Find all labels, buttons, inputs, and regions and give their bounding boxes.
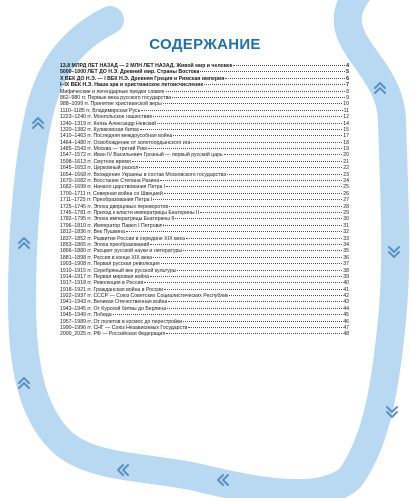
toc-entry-title: 1941–1943 гг. Великая Отечественная война bbox=[60, 299, 168, 306]
dot-leader bbox=[161, 263, 343, 264]
toc-entry-page-number: 5 bbox=[346, 69, 349, 76]
dot-leader bbox=[233, 65, 345, 66]
dot-leader bbox=[183, 250, 342, 251]
toc-entry-page-number: 6 bbox=[346, 75, 349, 82]
dot-leader bbox=[153, 116, 342, 117]
dot-leader bbox=[166, 91, 346, 92]
dot-leader bbox=[183, 321, 342, 322]
toc-entry-page-number: 43 bbox=[343, 299, 349, 306]
toc-entry-title: 988–1099 гг. Принятие христианской веры bbox=[60, 101, 162, 108]
toc-entry-page-number: 19 bbox=[343, 146, 349, 153]
toc-entry-title: 1837–1852 гг. Развитие России в середине XIX века bbox=[60, 235, 185, 242]
dot-leader bbox=[229, 295, 342, 296]
toc-entry-page-number: 34 bbox=[343, 241, 349, 248]
dot-leader bbox=[168, 301, 342, 302]
dot-leader bbox=[172, 97, 345, 98]
dot-leader bbox=[164, 289, 342, 290]
dot-leader bbox=[144, 282, 342, 283]
dot-leader bbox=[175, 218, 342, 219]
toc-entry-page-number: 39 bbox=[343, 273, 349, 280]
toc-entry-page-number: 27 bbox=[343, 197, 349, 204]
dot-leader bbox=[139, 167, 342, 168]
toc-entry-page-number: 7 bbox=[346, 82, 349, 89]
toc-entry-page-number: 22 bbox=[343, 165, 349, 172]
toc-entry-page-number: 45 bbox=[343, 312, 349, 319]
toc-entry-title: 1645–1653 гг. Церковный раскол bbox=[60, 165, 139, 172]
toc-entry-title: 1320–1382 гг. Куликовская битва bbox=[60, 126, 139, 133]
toc-entry-title: 1853–1865 гг. Эпоха преобразований bbox=[60, 241, 150, 248]
dot-leader bbox=[225, 78, 345, 79]
toc-entry-page-number: 23 bbox=[343, 171, 349, 178]
toc-entry-title: 1240–1319 гг. Князь Александр Невский bbox=[60, 120, 157, 127]
toc-entry-page-number: 9 bbox=[346, 94, 349, 101]
toc-entry-title: 1943–1945 гг. От Курской битвы до Берлина bbox=[60, 305, 167, 312]
toc-entry-page-number: 41 bbox=[343, 286, 349, 293]
dot-leader bbox=[227, 174, 342, 175]
dot-leader bbox=[140, 129, 343, 130]
toc-entry-title: 862–980 гг. Первые века русского государства bbox=[60, 94, 172, 101]
toc-entry-page-number: 14 bbox=[343, 120, 349, 127]
toc-entry-title: 5000–1000 ЛЕТ ДО Н.Э. Древний мир. Страны Востока bbox=[60, 69, 200, 76]
dot-leader bbox=[113, 314, 343, 315]
dot-leader bbox=[166, 186, 342, 187]
toc-entry-title: 1945–1949 гг. Победа bbox=[60, 312, 112, 319]
toc-entry-page-number: 10 bbox=[343, 101, 349, 108]
dot-leader bbox=[150, 244, 342, 245]
toc-entry-title: 1654–1668 гг. Вхождение Украины в состав Московского государства bbox=[60, 171, 227, 178]
toc-entry-page-number: 35 bbox=[343, 248, 349, 255]
page-title: СОДЕРЖАНИЕ bbox=[149, 36, 261, 53]
toc-entry-title: 1796–1810 гг. Император Павел I Петрович bbox=[60, 222, 164, 229]
toc-entry-page-number: 32 bbox=[343, 229, 349, 236]
toc-entry-title: 1990–1996 гг. СНГ — Союз Независимых Государств bbox=[60, 325, 188, 332]
toc-entry-page-number: 40 bbox=[343, 280, 349, 287]
toc-entry-title: 1464–1480 гг. Освобождение от золотоордынского ига bbox=[60, 139, 191, 146]
dot-leader bbox=[153, 199, 342, 200]
dot-leader bbox=[167, 308, 342, 309]
toc-entry-page-number: 12 bbox=[343, 114, 349, 121]
dot-leader bbox=[169, 206, 342, 207]
toc-entry-page-number: 8 bbox=[346, 88, 349, 95]
dot-leader bbox=[160, 180, 342, 181]
dot-leader bbox=[224, 154, 343, 155]
toc-entry-page-number: 25 bbox=[343, 184, 349, 191]
toc-entry-title: 1711–1725 гг. Преобразования Петра I bbox=[60, 197, 153, 204]
dot-leader bbox=[126, 231, 342, 232]
toc-entry-title: 1914–1917 гг. Первая мировая война bbox=[60, 273, 150, 280]
toc-entry-title: X ВЕК ДО Н.Э. — I ВЕК Н.Э. Древняя Греция и Римская империя bbox=[60, 75, 225, 82]
toc-entry-title: 1598–1613 гг. Смутное время bbox=[60, 158, 131, 165]
dot-leader bbox=[157, 123, 342, 124]
toc-entry-page-number: 37 bbox=[343, 261, 349, 268]
toc-entry-title: 1410–1463 гг. Последняя междоусобная война bbox=[60, 133, 173, 140]
toc-entry-title: 1918–1921 гг. Гражданская война в России bbox=[60, 286, 164, 293]
toc-entry-page-number: 30 bbox=[343, 216, 349, 223]
toc-entry-title: 1917–1918 гг. Революция в России bbox=[60, 280, 144, 287]
dot-leader bbox=[200, 212, 342, 213]
toc-entry-page-number: 24 bbox=[343, 178, 349, 185]
dot-leader bbox=[164, 193, 342, 194]
dot-leader bbox=[150, 276, 342, 277]
dot-leader bbox=[204, 84, 345, 85]
toc-entry-title: 1110–1185 гг. Владимирская Русь bbox=[60, 107, 141, 114]
toc-entry-page-number: 31 bbox=[343, 222, 349, 229]
toc-entry-page-number: 26 bbox=[343, 190, 349, 197]
toc-entry-title: 1670–1682 гг. Восстание Степана Разина bbox=[60, 178, 160, 185]
dot-leader bbox=[166, 333, 342, 334]
toc-entry-page-number: 42 bbox=[343, 293, 349, 300]
toc-entry-title: 2000_2025 гг. РФ — Российская Федерация bbox=[60, 331, 166, 338]
toc-entry-title: 1910–1915 гг. Серебряный век русской культуры bbox=[60, 267, 177, 274]
toc-entry-title: 1547–1572 гг. Иван IV Васильевич Грозный — первый русский царь bbox=[60, 152, 223, 159]
table-of-contents bbox=[60, 63, 349, 338]
toc-entry-page-number: 33 bbox=[343, 235, 349, 242]
toc-entry-page-number: 18 bbox=[343, 139, 349, 146]
dot-leader bbox=[177, 270, 342, 271]
toc-entry-title: 1922–1937 гг. СССР — Союз Советских Социалистических Республик bbox=[60, 293, 229, 300]
toc-entry-page-number: 47 bbox=[343, 325, 349, 332]
dot-leader bbox=[173, 135, 342, 136]
toc-entry-title: I–IX ВЕК Н.Э. Наша эра и христианское летоисчисление bbox=[60, 82, 204, 89]
toc-entry-page-number: 38 bbox=[343, 267, 349, 274]
toc-entry-title: 1745–1781 гг. Приход к власти императрицы Екатерины II bbox=[60, 209, 199, 216]
toc-entry-page-number: 48 bbox=[343, 331, 349, 338]
toc-entry-title: 1782–1795 гг. Эпоха императрицы Екатерины II bbox=[60, 216, 175, 223]
toc-entry-title: 1700–1711 гг. Северная война со Швецией bbox=[60, 190, 163, 197]
toc-entry-title: 1223–1240 гг. Монгольское нашествие bbox=[60, 114, 153, 121]
toc-entry-page-number: 11 bbox=[343, 107, 349, 114]
toc-entry-page-number: 29 bbox=[343, 209, 349, 216]
toc-entry-title: 1485–1543 гг. Москва — третий Рим bbox=[60, 146, 147, 153]
toc-entry-title: 1881–1898 гг. Россия в конце XIX века bbox=[60, 254, 153, 261]
dot-leader bbox=[165, 225, 342, 226]
dot-leader bbox=[148, 148, 342, 149]
dot-leader bbox=[163, 103, 343, 104]
toc-entry-page-number: 36 bbox=[343, 254, 349, 261]
toc-entry[interactable] bbox=[60, 331, 349, 337]
toc-entry-title: 13,8 МЛРД ЛЕТ НАЗАД — 2 МЛН ЛЕТ НАЗАД. Живой мир и человек bbox=[60, 63, 233, 69]
toc-entry-page-number: 15 bbox=[343, 126, 349, 133]
toc-entry-page-number: 17 bbox=[343, 133, 349, 140]
toc-entry-page-number: 20 bbox=[343, 152, 349, 159]
dot-leader bbox=[200, 71, 345, 72]
toc-entry-title: 1812–1836 гг. Век Пушкина bbox=[60, 229, 125, 236]
toc-entry-page-number: 21 bbox=[343, 158, 349, 165]
dot-leader bbox=[186, 238, 342, 239]
dot-leader bbox=[141, 110, 342, 111]
toc-entry-title: 1682–1699 гг. Начало царствования Петра I bbox=[60, 184, 166, 191]
toc-entry-page-number: 4 bbox=[346, 63, 349, 69]
toc-entry-title: 1725–1745 гг. Эпоха дворцовых переворотов bbox=[60, 203, 169, 210]
toc-entry-title: 1903–1908 гг. Первая русская революция bbox=[60, 261, 160, 268]
dot-leader bbox=[191, 142, 342, 143]
dot-leader bbox=[132, 161, 342, 162]
toc-entry-title: 1866–1880 гг. Расцвет русской науки и литературы bbox=[60, 248, 183, 255]
toc-entry-title: Мифические и легендарные предки славян bbox=[60, 88, 165, 95]
toc-entry-page-number: 28 bbox=[343, 203, 349, 210]
dot-leader bbox=[188, 327, 342, 328]
dot-leader bbox=[153, 257, 342, 258]
toc-entry-title: 1957–1989 гг. От полетов в космос до перестройки bbox=[60, 318, 183, 325]
toc-entry-page-number: 46 bbox=[343, 318, 349, 325]
toc-entry-page-number: 44 bbox=[343, 305, 349, 312]
